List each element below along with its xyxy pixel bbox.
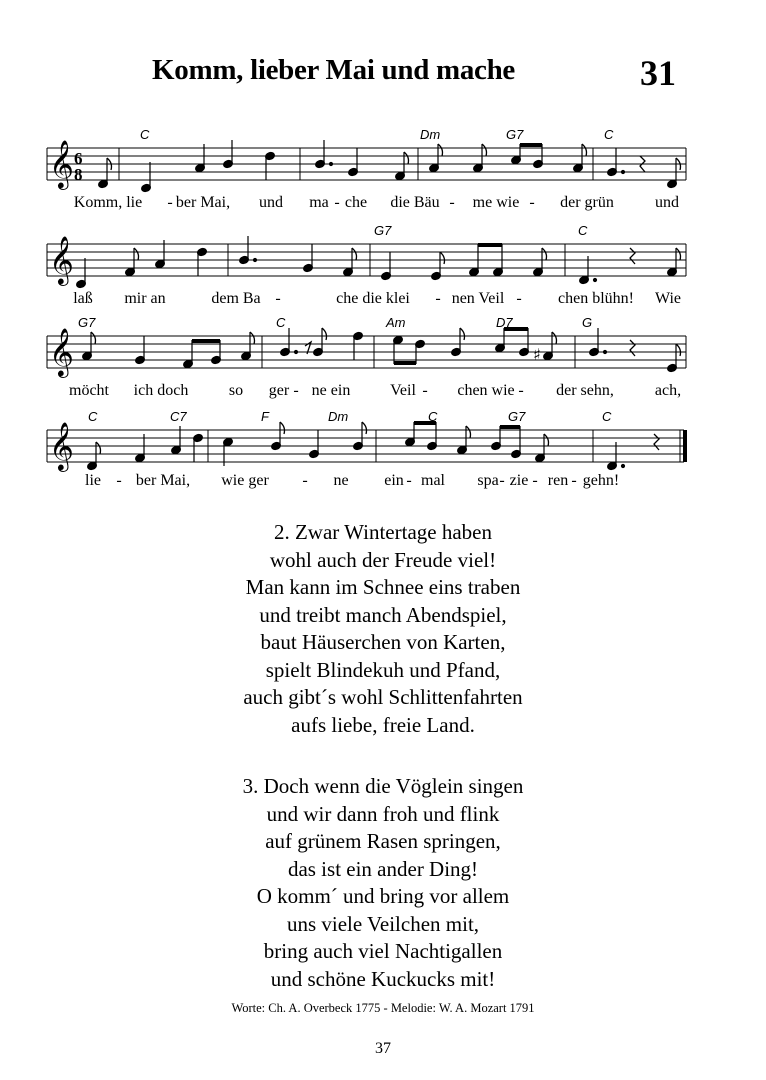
lyric-syllable: lie [85,472,101,489]
lyric-syllable: mir an [124,290,166,307]
chord-label: G7 [374,223,392,238]
lyric-hyphen: - [532,472,538,489]
lyric-hyphen: - [435,290,441,307]
treble-clef-icon: 𝄞 [49,235,74,284]
song-number: 31 [640,53,676,93]
lyric-hyphen: - [275,290,281,307]
lyric-syllable: che [344,194,368,211]
verse-line: baut Häuserchen von Karten, [260,630,506,654]
lyric-syllable: nen Veil [451,290,505,307]
lyric-syllable: chen wie [457,382,515,399]
chord-label: G7 [508,409,526,424]
chord-label: G7 [78,315,96,330]
lyric-syllable: so [228,382,244,399]
lyric-hyphen: - [571,472,577,489]
lyric-syllable: wie ger [221,472,269,489]
chord-label: C [88,409,98,424]
lyric-syllable: zie [509,472,529,489]
lyric-syllable: und [259,194,283,211]
chord-label: C [276,315,286,330]
chord-label: Am [386,315,406,330]
chord-label: C [428,409,438,424]
chord-label: F [261,409,269,424]
chord-label: D7 [496,315,513,330]
lyric-syllable: mal [421,472,445,489]
lyric-syllable: Wie [654,290,682,307]
lyric-hyphen: - [334,194,340,211]
lyric-syllable: ich doch [133,382,189,399]
verse-line: und schöne Kuckucks mit! [270,966,496,991]
lyric-syllable: ma [309,194,329,211]
chord-label: Dm [328,409,349,424]
lyric-hyphen: - [116,472,122,489]
lyric-syllable: ren [547,472,569,489]
lyric-syllable: gehn! [582,472,620,489]
verse-line: bring auch viel Nachtigallen [263,939,503,963]
verse-3 [0,773,766,993]
verse-line: O komm´ und bring vor allem [256,884,510,908]
staff-system-3 [0,308,766,408]
verse-line: und wir dann froh und flink [266,801,500,826]
lyric-syllable: ein [384,472,404,489]
lyric-hyphen: - [422,382,428,399]
lyric-syllable: ach, [654,382,682,399]
lyric-hyphen: - [449,194,455,211]
lyric-syllable: spa [477,472,499,489]
staff-notation-4 [0,402,766,502]
chord-label: G7 [506,127,524,142]
lyric-syllable: möcht [69,382,109,399]
lyric-hyphen: - [529,194,535,211]
verse-line: und treibt manch Abendspiel, [259,602,507,627]
lyric-syllable: ne ein [311,382,351,399]
chord-label: C [604,127,614,142]
verse-line: wohl auch der Freude viel! [269,547,497,572]
verse-line: 3. Doch wenn die Vöglein singen [242,774,524,798]
chord-label: G [582,315,593,330]
chord-label: C [602,409,612,424]
lyric-hyphen: - [518,382,524,399]
chord-label: C [140,127,150,142]
lyric-syllable: ber Mai, [175,194,231,211]
staff-system-4 [0,402,766,502]
verse-2 [0,519,766,739]
lyric-syllable: laß [73,290,93,307]
lyric-syllable: ber Mai, [135,472,191,489]
verse-line: auf grünem Rasen springen, [265,829,501,853]
lyric-hyphen: - [302,472,308,489]
lyric-syllable: dem Ba [211,290,261,307]
verse-line: 2. Zwar Wintertage haben [273,520,492,544]
staff-system-2 [0,216,766,316]
treble-clef-icon: 𝄞 [49,421,74,470]
verse-line: Man kann im Schnee eins traben [245,575,521,599]
verse-line: uns viele Veilchen mit, [286,911,480,936]
sharp-icon: ♯ [533,345,541,364]
lyric-syllable: der grün [560,194,614,211]
lyric-hyphen: - [406,472,412,489]
chord-label: C [578,223,588,238]
staff-notation-3 [0,308,766,408]
verse-line: aufs liebe, freie Land. [291,712,475,737]
time-signature-top: 6 [74,149,83,168]
staff-system-1 [0,120,766,220]
chord-label: C7 [170,409,187,424]
lyric-hyphen: - [167,194,173,211]
lyric-hyphen: - [499,472,505,489]
time-signature-bottom: 8 [74,165,83,184]
lyric-syllable: chen blühn! [558,290,634,307]
song-title: Komm, lieber Mai und mache [152,54,515,86]
verse-line: auch gibt´s wohl Schlittenfahrten [243,685,523,709]
verse-line: das ist ein ander Ding! [287,856,479,881]
lyric-syllable: und [655,194,679,211]
lyric-hyphen: - [516,290,522,307]
lyric-syllable: che die klei [336,290,410,307]
lyric-hyphen: - [293,382,299,399]
page-number: 37 [375,1040,391,1057]
lyric-syllable: der sehn, [556,382,614,399]
chord-label: Dm [420,127,441,142]
lyric-syllable: me wie [472,194,520,211]
treble-clef-icon: 𝄞 [49,139,74,188]
lyric-syllable: ne [333,472,349,489]
treble-clef-icon: 𝄞 [49,327,74,376]
lyric-syllable: Komm, lie [73,194,143,211]
lyric-syllable: Veil [390,382,416,399]
lyric-syllable: ger [268,382,290,399]
lyric-syllable: die Bäu [390,194,440,211]
verse-line: spielt Blindekuh und Pfand, [265,657,501,682]
credits: Worte: Ch. A. Overbeck 1775 - Melodie: W. A. Mozart 1791 [231,1001,535,1015]
